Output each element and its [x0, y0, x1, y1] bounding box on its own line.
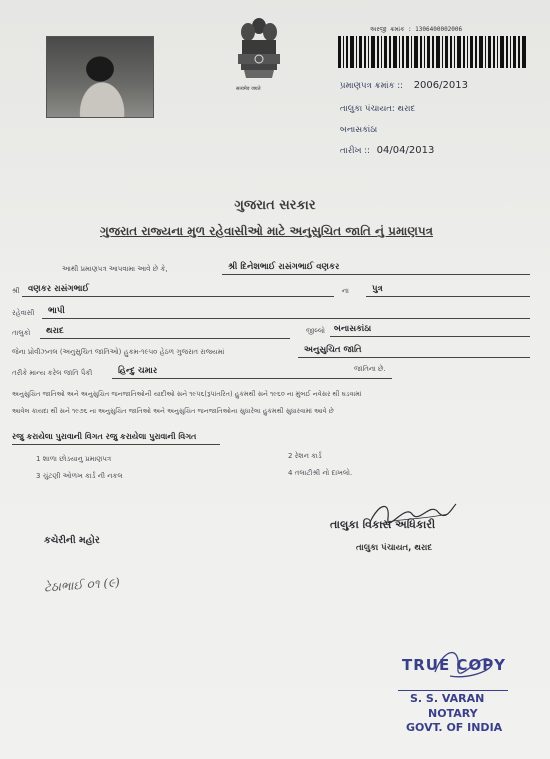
- intro-text: આથી પ્રમાણપત્ર આપવામા આવે છે કે,: [62, 265, 168, 273]
- notary-name: S. S. VARAN: [410, 692, 485, 705]
- relation-value: પુત્ર: [372, 284, 383, 294]
- notary-signature: [430, 642, 500, 682]
- evidence-heading: રજુ કરાયેલા પુરાવાની વિગત રજુ કરાયેલા પુરાવાની વિગત: [12, 432, 197, 441]
- notary-organization: GOVT. OF INDIA: [406, 721, 503, 734]
- evidence-item: 2 રેશન કાર્ડ: [288, 452, 322, 460]
- category-value: અનુસુચિત જાતિ: [304, 345, 362, 355]
- district-label: જીલ્લો: [306, 327, 325, 335]
- recognized-text: તરીકે માન્ય કરેલ જાતિ પૈકી: [12, 369, 93, 377]
- district-header: બનાસકાંઠા: [340, 125, 378, 135]
- legal-paragraph-2: આવેલ કાયદા થી સને ૧૯૭૬ ના અનુસુચિત જાતિઓ અને અનુસુચિત જનજાતિઓના સુધારેલા હુકમથી સુધારવામાં આવે છે: [12, 407, 334, 415]
- evidence-item: 3 ચુંટણી ઓળખ કાર્ડ ની નકલ: [36, 472, 123, 480]
- emblem-caption: सत्यमेव जयते: [236, 86, 261, 92]
- caste-value: હિન્દુ ચમાર: [118, 366, 158, 376]
- document-subtitle: ગુજરાત રાજ્યના મુળ રહેવાસીઓ માટે અનુસુચિત જાતિ નું પ્રમાણપત્ર: [100, 224, 433, 238]
- divider: [330, 336, 530, 337]
- holder-name: શ્રી દિનેશભાઈ રાસંગભાઈ વણકર: [228, 262, 340, 272]
- certificate-number: 2006/2013: [413, 80, 468, 91]
- divider: [366, 296, 530, 297]
- taluka-label: તાલુકો: [12, 329, 31, 337]
- officer-title: તાલુકા વિકાસ અધિકારી: [330, 518, 436, 531]
- residence-label: રહેવાસી: [12, 309, 35, 317]
- divider: [40, 338, 290, 339]
- shri-label: શ્રી: [12, 287, 20, 295]
- district-value: બનાસકાંઠા: [334, 324, 372, 334]
- order-text: જેના પ્રોવીઝનલ (અનુસુચિત જાતિઓ) હુકમ-૧૯૫૦ હેઠળ ગુજરાત રાજ્યમાં: [12, 348, 225, 356]
- handwritten-note: ટેઠાભાઈ ૦૧ (૯): [43, 575, 121, 595]
- national-emblem-icon: [232, 12, 286, 92]
- taluka-panchayat: તાલુકા પંચાયત: થરાદ: [340, 104, 416, 114]
- caste-suffix: જાતિના છે.: [354, 365, 386, 373]
- date-row: [340, 145, 434, 156]
- divider: [22, 296, 334, 297]
- true-copy-stamp: TRUE COPY: [402, 656, 507, 674]
- application-number: અરજી ક્રમાંક : 1306400002006: [370, 26, 463, 33]
- certificate-number-row: [340, 80, 468, 91]
- date-label: તારીખ ::: [340, 146, 370, 156]
- officer-office: તાલુકા પંચાયત, થરાદ: [356, 543, 433, 553]
- divider: [222, 274, 530, 275]
- relation-label: ના: [342, 287, 349, 295]
- legal-paragraph-1: અનુસુચિત જાતિઓ અને અનુસુચિત જનજાતિઓની યાદીઓ સને ૧૯૫૬(રૂપાંતરિત) હુકમથી સને ૧૯૬૦ ના મુંબઈ નવેસર થી ઘડવામાં: [12, 390, 362, 398]
- issue-date: 04/04/2013: [376, 145, 435, 156]
- document-title: ગુજરાત સરકાર: [234, 198, 316, 213]
- notary-title: NOTARY: [428, 707, 478, 720]
- divider: [298, 357, 530, 358]
- divider: [42, 318, 530, 319]
- father-name: વણકર રાસંગભાઈ: [28, 284, 90, 294]
- divider: [112, 378, 392, 379]
- certificate-number-label: પ્રમાણપત્ર ક્રમાંક ::: [340, 81, 403, 91]
- barcode: [338, 36, 528, 68]
- office-stamp-label: કચેરીની મહોર: [44, 535, 100, 546]
- evidence-item: 4 તલાટીશ્રી નો દાખલો.: [288, 469, 353, 477]
- evidence-item: 1 શાળા છોડયાનુ પ્રમાણપત્ર: [36, 455, 112, 463]
- divider: [398, 690, 508, 691]
- divider: [12, 444, 220, 445]
- applicant-photo: [46, 36, 154, 118]
- taluka-value: થરાદ: [46, 326, 64, 336]
- village-value: ભાપી: [48, 306, 65, 316]
